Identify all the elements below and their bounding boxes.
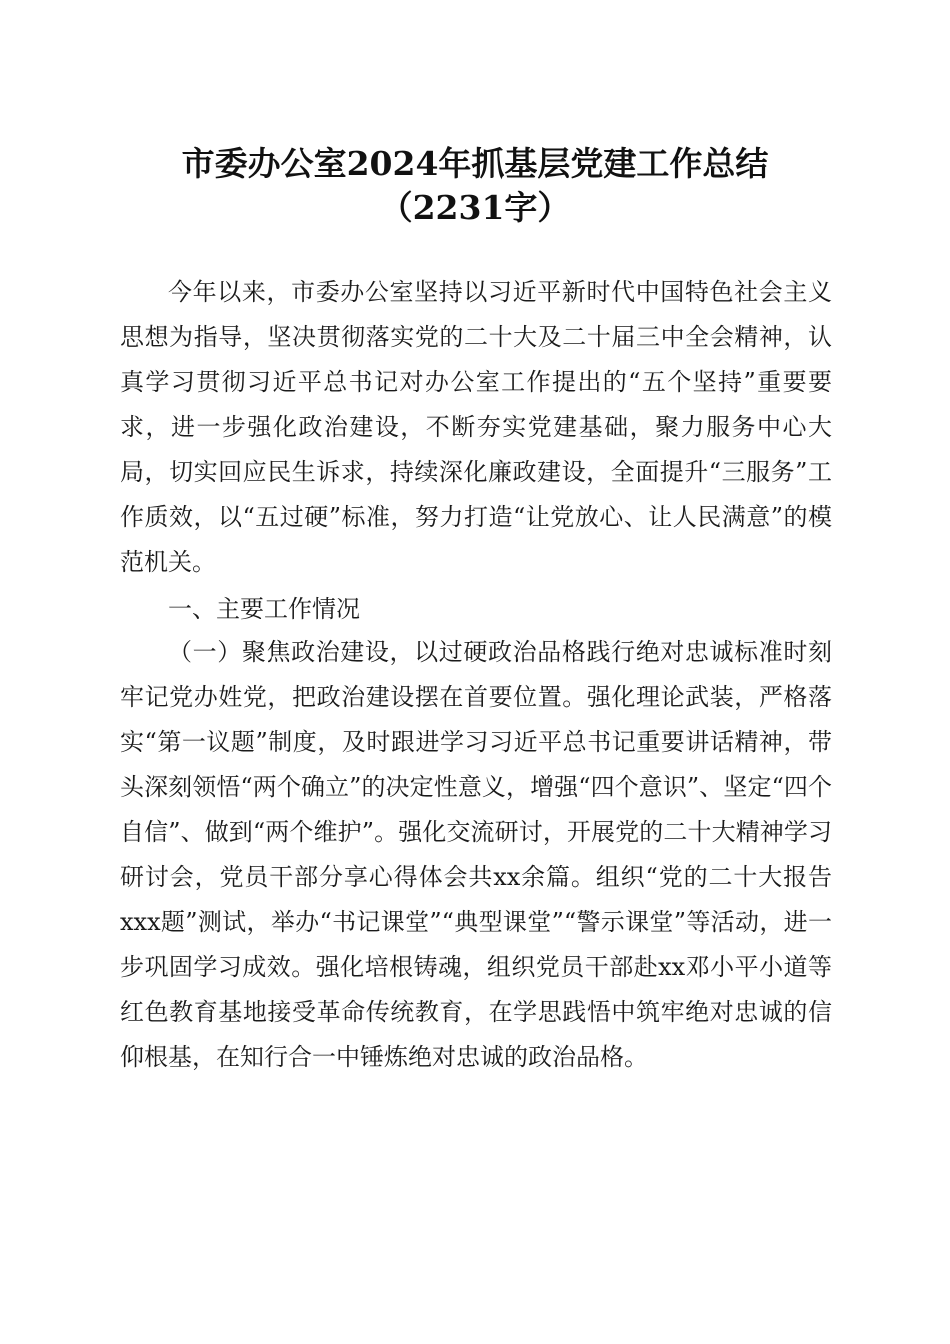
intro-paragraph: 今年以来，市委办公室坚持以习近平新时代中国特色社会主义思想为指导，坚决贯彻落实党的二十大及二十届三中全会精神，认真学习贯彻习近平总书记对办公室工作提出的“五个坚持”重要要求，进一步强化政治建设，不断夯实党建基础，聚力服务中心大局，切实回应民生诉求，持续深化廉政建设，全面提升“三服务”工作质效，以“五过硬”标准，努力打造“让党放心、让人民满意”的模范机关。 <box>120 278 832 576</box>
document-title: 市委办公室2024年抓基层党建工作总结 <box>181 144 769 183</box>
section-heading: 一、主要工作情况 <box>168 595 360 623</box>
document-word-count: （2231字） <box>379 188 571 227</box>
paragraph-1-heading: （一）聚焦政治建设，以过硬政治品格践行绝对忠诚标准 <box>168 638 784 666</box>
paragraph-1-body: 时刻牢记党办姓党，把政治建设摆在首要位置。强化理论武装，严格落实“第一议题”制度，及时跟进学习习近平总书记重要讲话精神，带头深刻领悟“两个确立”的决定性意义，增强“四个意识”、坚定“四个自信”、做到“两个维护”。强化交流研讨，开展党的二十大精神学习研讨会，党员干部分享心得体会共xx余篇。组织“党的二十大报告xxx题”测试，举办“书记课堂”“典型课堂”“警示课堂”等活动，进一步巩固学习成效。强化培根铸魂，组织党员干部赴xx邓小平小道等红色教育基地接受革命传统教育，在学思践悟中筑牢绝对忠诚的信仰根基，在知行合一中锤炼绝对忠诚的政治品格。 <box>120 638 833 1071</box>
paragraph-1 <box>120 630 832 1080</box>
